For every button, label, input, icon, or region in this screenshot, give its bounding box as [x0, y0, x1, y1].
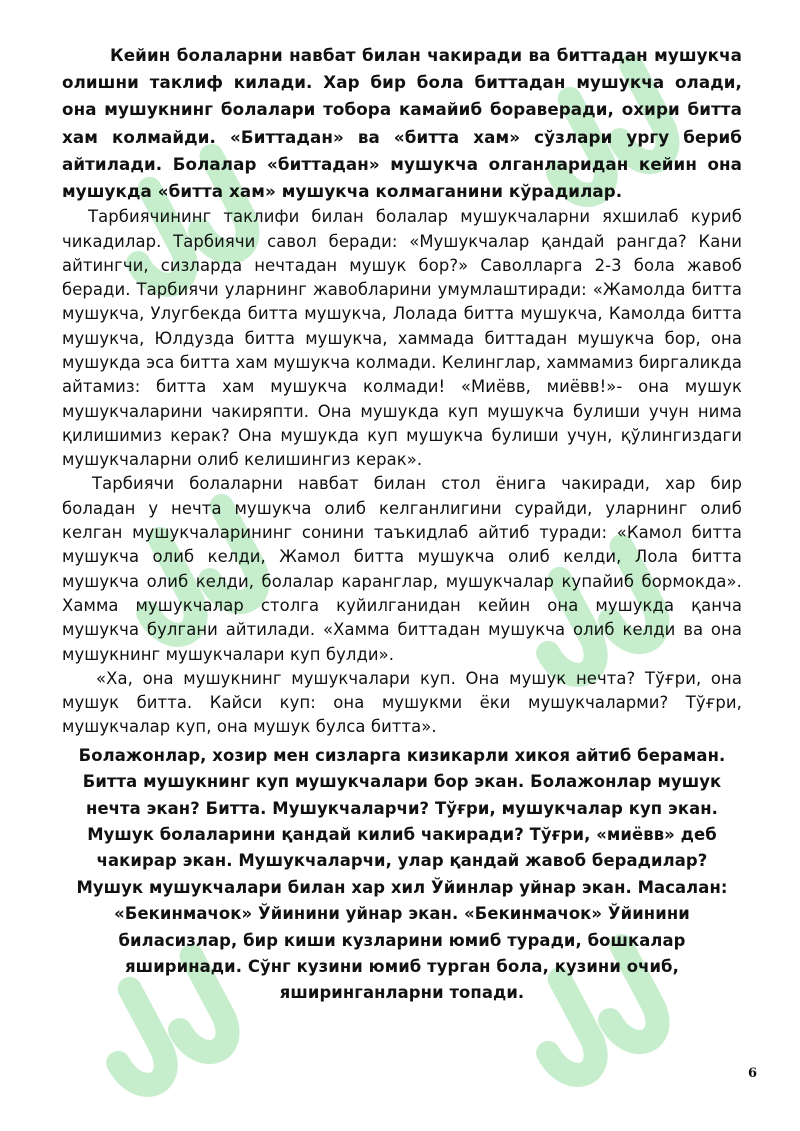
paragraph-story-bold: Болажонлар, хозир мен сизларга кизикарли хикоя айтиб бераман. Битта мушукнинг куп мушукчалари бор экан. Болажонлар мушук нечта экан? Битта. Мушукчаларчи? Тўғри, мушукчалар куп экан. Мушук болаларини қандай килиб чакиради? Тўғри, «миёвв» деб чакирар экан. Мушукчаларчи, улар қандай жавоб берадилар? Мушук мушукчалари билан хар хил Ўйинлар уйнар экан. Масалан: «Бекинмачок» Ўйинини уйнар экан. «Бекинмачок» Ўйинини биласизлар, бир киши кузларини юмиб туради, бошкалар яширинади. Сўнг кузини юмиб турган бола, кузини очиб, яширинганларни топади. — [76, 745, 728, 1003]
paragraph-intro-bold: Кейин болаларни навбат билан чакиради ва биттадан мушукча олишни таклиф килади. Хар бир бола биттадан мушукча олади, она мушукнинг болалари тобора камайиб бораверади, охири битта хам колмайди. «Биттадан» ва «битта хам» сўзлари ургу бериб айтилади. Болалар «биттадан» мушукча олганларидан кейин она мушукда «битта хам» мушукча колмаганини кўрадилар. — [62, 45, 742, 202]
paragraph-dialogue: «Ха, она мушукнинг мушукчалари куп. Она мушук нечта? Тўғри, она мушук битта. Кайси куп: она мушукми ёки мушукчаларми? Тўғри, мушукчалар куп, она мушук булса битта». — [62, 668, 742, 737]
document-page — [62, 42, 742, 1007]
paragraph-teacher-question: Тарбиячининг таклифи билан болалар мушукчаларни яхшилаб куриб чикадилар. Тарбиячи савол беради: «Мушукчалар қандай рангда? Кани айтингчи, сизларда нечтадан мушук бор?» Саволларга 2-3 бола жавоб беради. Тарбиячи уларнинг жавобларини умумлаштиради: «Жамолда битта мушукча, Улугбекда битта мушукча, Лолада битта мушукча, Камолда битта мушукча, Юлдузда битта мушукча, хаммада биттадан мушукча бор, она мушукда эса битта хам мушукча колмади. Келинглар, хаммамиз биргаликда айтамиз: битта хам мушукча колмади! «Миёвв, миёвв!»- она мушук мушукчаларини чакиряпти. Она мушукда куп мушукча булиши учун нима қилишимиз керак? Она мушукда куп мушукча булиши учун, қўлингиздаги мушукчаларни олиб келишингиз керак». — [62, 207, 742, 470]
page-number: 6 — [748, 1066, 758, 1081]
paragraph-teacher-calls: Тарбиячи болаларни навбат билан стол ёнига чакиради, хар бир боладан у нечта мушукча олиб келганлигини сурайди, уларнинг олиб келган мушукчаларининг сонини таъкидлаб айтиб туради: «Камол битта мушукча олиб келди, Жамол битта мушукча олиб келди, Лола битта мушукча олиб келди, болалар каранглар, мушукчалар купайиб бормокда». Хамма мушукчалар столга куйилганидан кейин она мушукда қанча мушукча булгани айтилади. «Хамма биттадан мушукча олиб келди ва она мушукнинг мушукчалари куп булди». — [62, 474, 742, 664]
